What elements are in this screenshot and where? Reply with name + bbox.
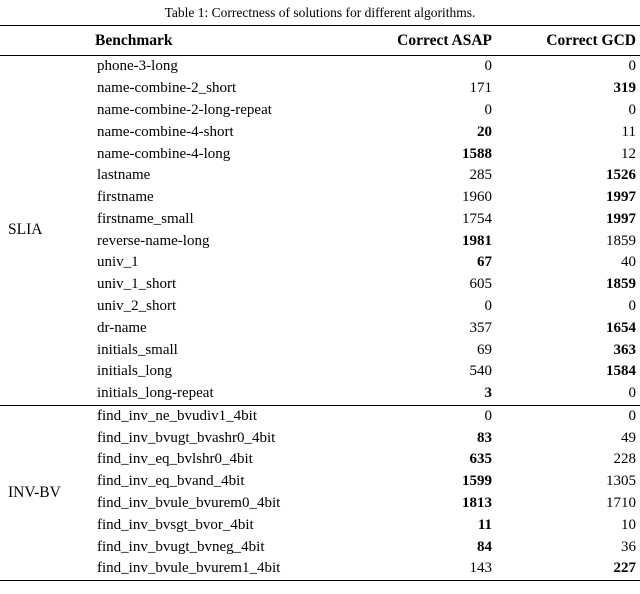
benchmark-name: find_inv_bvsgt_bvor_4bit [97, 516, 254, 533]
table-row [0, 143, 640, 165]
table-caption: Table 1: Correctness of solutions for different algorithms. [164, 5, 476, 20]
benchmark-name: dr-name [97, 319, 147, 336]
asap-value: 83 [477, 429, 492, 446]
asap-value: 1588 [462, 145, 492, 162]
table-row [0, 274, 640, 296]
gcd-value: 1526 [606, 167, 636, 184]
asap-value: 285 [469, 167, 492, 184]
gcd-value: 0 [628, 297, 636, 314]
table-row [0, 165, 640, 187]
benchmark-name: name-combine-2_short [97, 80, 237, 97]
asap-value: 0 [484, 101, 492, 118]
gcd-value: 10 [621, 516, 636, 533]
gcd-value: 1859 [606, 276, 636, 293]
benchmark-name: name-combine-4-short [97, 123, 234, 140]
gcd-value: 363 [613, 341, 636, 358]
gcd-value: 1305 [606, 473, 636, 490]
benchmark-name: initials_small [97, 341, 178, 358]
benchmark-name: reverse-name-long [97, 232, 210, 249]
group-label: INV-BV [8, 483, 61, 501]
gcd-value: 1710 [606, 495, 636, 512]
table-row [0, 187, 640, 209]
gcd-value: 0 [628, 101, 636, 118]
header-group-spacer [0, 26, 95, 56]
table-row [0, 208, 640, 230]
asap-value: 1599 [462, 473, 492, 490]
asap-value: 0 [484, 407, 492, 424]
gcd-value: 1654 [606, 319, 636, 336]
benchmark-name: phone-3-long [97, 58, 178, 75]
group-label: SLIA [8, 221, 43, 239]
gcd-value: 0 [628, 58, 636, 75]
benchmark-name: find_inv_bvule_bvurem0_4bit [97, 495, 281, 512]
asap-value: 605 [469, 276, 492, 293]
header-benchmark: Benchmark [95, 32, 173, 49]
table-header [0, 26, 640, 56]
benchmark-name: univ_2_short [97, 297, 177, 314]
benchmark-name: lastname [97, 167, 151, 184]
gcd-value: 319 [613, 80, 636, 97]
benchmark-name: firstname_small [97, 210, 194, 227]
asap-value: 0 [484, 297, 492, 314]
asap-value: 1981 [462, 232, 492, 249]
asap-value: 3 [484, 385, 492, 402]
benchmark-name: univ_1_short [97, 276, 177, 293]
table-row [0, 383, 640, 405]
table-row [0, 121, 640, 143]
asap-value: 67 [477, 254, 492, 271]
benchmark-name: find_inv_bvugt_bvashr0_4bit [97, 429, 276, 446]
group-slia [0, 56, 640, 406]
table-row [0, 471, 640, 493]
gcd-value: 1859 [606, 232, 636, 249]
gcd-value: 49 [621, 429, 636, 446]
asap-value: 357 [469, 319, 492, 336]
benchmark-name: firstname [97, 189, 154, 206]
table-row [0, 317, 640, 339]
asap-value: 20 [477, 123, 492, 140]
benchmark-name: name-combine-2-long-repeat [97, 101, 272, 118]
asap-value: 143 [469, 560, 492, 577]
table-row [0, 449, 640, 471]
benchmark-name: find_inv_eq_bvlshr0_4bit [97, 451, 253, 468]
table-row [0, 252, 640, 274]
asap-value: 1960 [462, 189, 492, 206]
benchmark-name: find_inv_bvule_bvurem1_4bit [97, 560, 281, 577]
header-row [0, 26, 640, 56]
table-row [0, 56, 640, 78]
table-row [0, 78, 640, 100]
benchmark-name: name-combine-4-long [97, 145, 231, 162]
table-row [0, 493, 640, 515]
gcd-value: 0 [628, 385, 636, 402]
asap-value: 540 [469, 363, 492, 380]
benchmark-name: find_inv_ne_bvudiv1_4bit [97, 407, 257, 424]
benchmark-name: find_inv_eq_bvand_4bit [97, 473, 245, 490]
gcd-value: 1997 [606, 189, 636, 206]
table-row [0, 427, 640, 449]
table-row [0, 296, 640, 318]
gcd-value: 228 [613, 451, 636, 468]
gcd-value: 40 [621, 254, 636, 271]
table-row [0, 361, 640, 383]
benchmark-name: univ_1 [97, 254, 139, 271]
benchmark-name: initials_long-repeat [97, 385, 214, 402]
table-row [0, 339, 640, 361]
asap-value: 635 [469, 451, 492, 468]
asap-value: 0 [484, 58, 492, 75]
table-row [0, 405, 640, 427]
asap-value: 69 [477, 341, 492, 358]
group-inv-bv [0, 405, 640, 580]
table-row [0, 536, 640, 558]
table-row [0, 514, 640, 536]
gcd-value: 0 [628, 407, 636, 424]
gcd-value: 1997 [606, 210, 636, 227]
table-row [0, 230, 640, 252]
asap-value: 1754 [462, 210, 492, 227]
gcd-value: 1584 [606, 363, 636, 380]
benchmark-name: initials_long [97, 363, 172, 380]
gcd-value: 12 [621, 145, 636, 162]
header-correct-gcd: Correct GCD [546, 32, 636, 49]
results-table [0, 25, 640, 581]
table-row [0, 558, 640, 580]
benchmark-name: find_inv_bvugt_bvneg_4bit [97, 538, 265, 555]
gcd-value: 36 [621, 538, 636, 555]
asap-value: 1813 [462, 495, 492, 512]
header-correct-asap: Correct ASAP [397, 32, 492, 49]
gcd-value: 11 [621, 123, 636, 140]
asap-value: 84 [477, 538, 492, 555]
table-row [0, 100, 640, 122]
asap-value: 11 [477, 516, 492, 533]
asap-value: 171 [469, 80, 492, 97]
gcd-value: 227 [613, 560, 636, 577]
